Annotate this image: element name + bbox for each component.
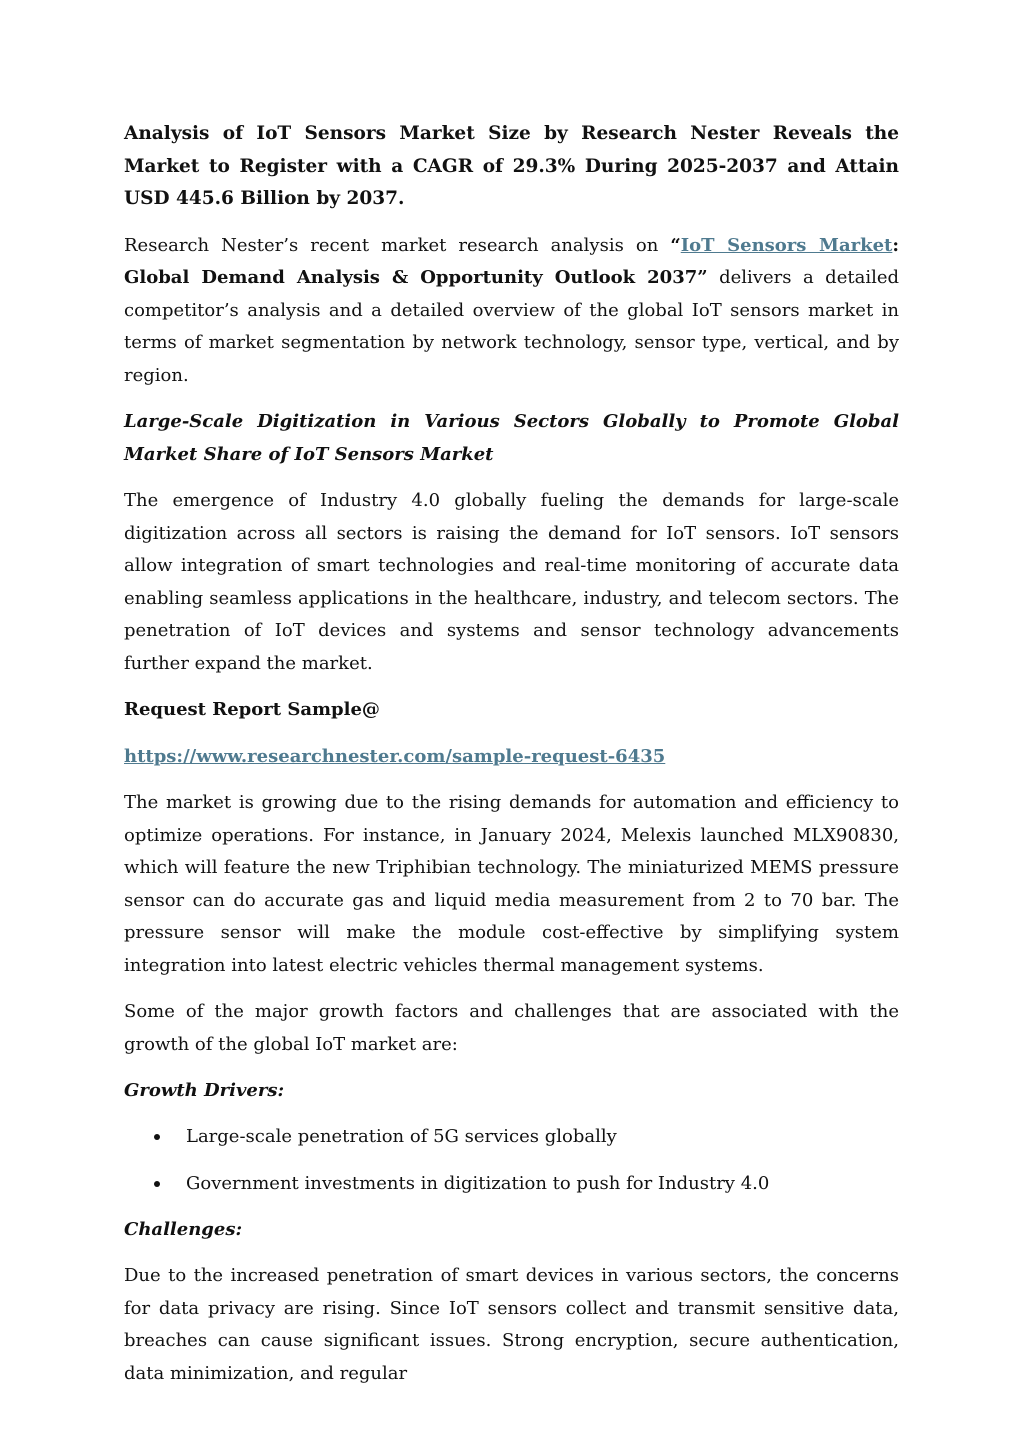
list-item-text: Large-scale penetration of 5G services globally: [186, 1125, 617, 1147]
intro-open-quote: “: [670, 234, 681, 256]
challenges-paragraph: Due to the increased penetration of smart devices in various sectors, the concerns for data privacy are rising. Since IoT sensors collect and transmit sensitive data, breaches can cause significant issues. Strong encryption, secure authentication, data minimization, and regular: [124, 1265, 899, 1384]
growth-factors-intro: Some of the major growth factors and challenges that are associated with the growth of the global IoT market are:: [124, 1001, 899, 1055]
list-item: [124, 1121, 899, 1154]
market-growth-paragraph: The market is growing due to the rising demands for automation and efficiency to optimize operations. For instance, in January 2024, Melexis launched MLX90830, which will feature the new Triphibian technology. The miniaturized MEMS pressure sensor can do accurate gas and liquid media measurement from 2 to 70 bar. The pressure sensor will make the module cost-effective by simplifying system integration into latest electric vehicles thermal management systems.: [124, 792, 899, 976]
request-sample-label: Request Report Sample@: [124, 699, 380, 720]
list-item-text: Government investments in digitization to push for Industry 4.0: [186, 1173, 770, 1194]
growth-drivers-heading: Growth Drivers:: [124, 1080, 285, 1101]
sample-request-link[interactable]: https://www.researchnester.com/sample-request-6435: [124, 745, 666, 767]
industry-paragraph: The emergence of Industry 4.0 globally fueling the demands for large-scale digitization across all sectors is raising the demand for IoT sensors. IoT sensors allow integration of smart technologies and real-time monitoring of accurate data enabling seamless applications in the healthcare, industry, and telecom sectors. The penetration of IoT devices and systems and sensor technology advancements further expand the market.: [124, 490, 899, 674]
challenges-heading: Challenges:: [124, 1218, 243, 1240]
intro-lead: Research Nester’s recent market research analysis on: [124, 234, 671, 256]
intro-report-title: : Global Demand Analysis & Opportunity Outlook 2037”: [124, 234, 899, 288]
document-page: [124, 118, 899, 1390]
document-title: Analysis of IoT Sensors Market Size by Research Nester Reveals the Market to Register with a CAGR of 29.3% During 2025-2037 and Attain USD 445.6 Billion by 2037.: [124, 123, 899, 209]
iot-sensors-market-link[interactable]: IoT Sensors Market: [680, 234, 893, 256]
section-heading-digitization: Large-Scale Digitization in Various Sectors Globally to Promote Global Market Share of IoT Sensors Market: [124, 411, 899, 465]
bullet-icon: [154, 1181, 160, 1187]
bullet-icon: [154, 1134, 160, 1140]
intro-tail: delivers a detailed competitor’s analysis and a detailed overview of the global IoT sensors market in terms of market segmentation by network technology, sensor type, vertical, and by region.: [124, 267, 900, 386]
growth-drivers-list: [124, 1121, 899, 1201]
list-item: [124, 1168, 899, 1201]
intro-paragraph: [124, 230, 899, 393]
